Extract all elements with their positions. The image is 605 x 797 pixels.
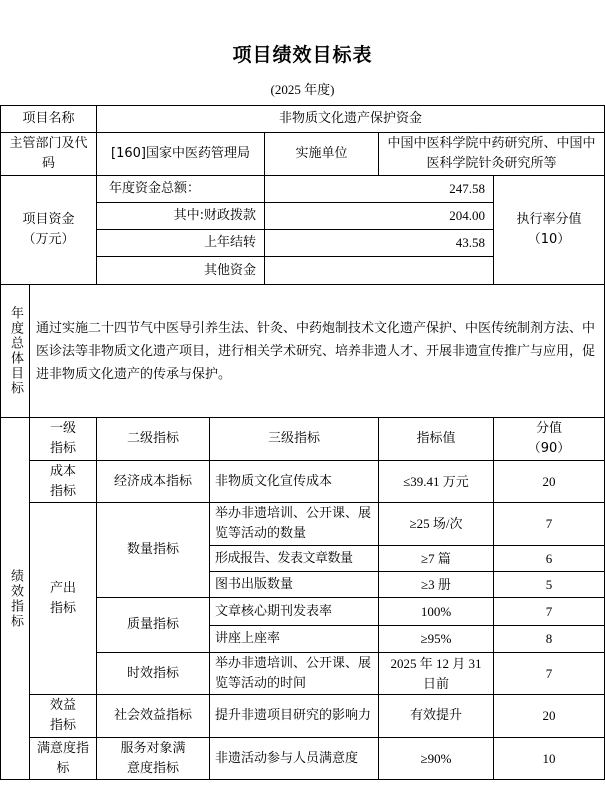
fund-row-value [264,256,494,285]
fund-row-label: 年度资金总额： [96,175,265,203]
level3-item: 非物质文化宣传成本 [209,460,379,503]
level3-item: 举办非遗培训、公开课、展览等活动的数量 [209,502,379,546]
indicator-score: 7 [493,597,605,626]
indicator-value: ≥25 场/次 [378,502,494,546]
level2-social-benefit: 社会效益指标 [96,694,210,738]
fund-row-value: 204.00 [264,202,494,230]
fund-row-label: 其中:财政拨款 [96,202,265,230]
fund-row-value: 247.58 [264,175,494,203]
project-name-value: 非物质文化遗产保护资金 [96,105,605,133]
indicator-score: 5 [493,571,605,598]
indicator-value: 2025 年 12 月 31 日前 [378,652,494,695]
level3-item: 文章核心期刊发表率 [209,597,379,626]
funds-label: 项目资金（万元） [0,175,97,285]
perf-label: 绩效指标 [0,417,30,780]
level3-item: 讲座上座率 [209,625,379,653]
indicator-score: 7 [493,652,605,695]
fund-row-label: 其他资金 [96,256,265,285]
level2-quantity: 数量指标 [96,502,210,598]
indicator-score: 7 [493,502,605,546]
exec-rate-label: 执行率分值（10） [493,175,605,285]
indicator-value: ≤39.41 万元 [378,460,494,503]
goal-text: 通过实施二十四节气中医导引养生法、针灸、中药炮制技术文化遗产保护、中医传统制剂方法、中医诊法等非物质文化遗产项目，进行相关学术研究、培养非遗人才、开展非遗宣传推广与应用，促进非物质文化遗产的传承与保护。 [29,284,605,418]
page-title: 项目绩效目标表 [232,44,373,66]
page-subtitle: (2025 年度) [270,82,335,97]
dept-label: 主管部门及代码 [0,132,97,176]
fund-row-label: 上年结转 [96,229,265,257]
level3-item: 提升非遗项目研究的影响力 [209,694,379,738]
indicator-value: ≥7 篇 [378,545,494,572]
indicator-score: 20 [493,694,605,738]
level2-quality: 质量指标 [96,597,210,653]
level3-item: 形成报告、发表文章数量 [209,545,379,572]
goal-label: 年度总体目标 [0,284,30,418]
header-level1: 一级指标 [29,417,97,461]
level1-benefit: 效益指标 [29,694,97,738]
indicator-score: 10 [493,737,605,780]
level2-economic-cost: 经济成本指标 [96,460,210,503]
indicator-value: ≥90% [378,737,494,780]
impl-value: 中国中医科学院中药研究所、中国中医科学院针灸研究所等 [378,132,605,176]
level2-service-satisfaction: 服务对象满意度指标 [96,737,210,780]
header-score: 分值（90） [493,417,605,461]
level3-item: 举办非遗培训、公开课、展览等活动的时间 [209,652,379,695]
indicator-value: 有效提升 [378,694,494,738]
indicator-score: 6 [493,545,605,572]
header-level2: 二级指标 [96,417,210,461]
level3-item: 非遗活动参与人员满意度 [209,737,379,780]
level3-item: 图书出版数量 [209,571,379,598]
impl-label: 实施单位 [264,132,379,176]
level1-satisfaction: 满意度指标 [29,737,97,780]
header-value: 指标值 [378,417,494,461]
indicator-score: 8 [493,625,605,653]
indicator-value: ≥95% [378,625,494,653]
indicator-value: 100% [378,597,494,626]
indicator-score: 20 [493,460,605,503]
level2-timeliness: 时效指标 [96,652,210,695]
header-level3: 三级指标 [209,417,379,461]
level1-output: 产出指标 [29,502,97,695]
fund-row-value: 43.58 [264,229,494,257]
dept-value: [160]国家中医药管理局 [96,132,265,176]
project-name-label: 项目名称 [0,105,97,133]
level1-cost: 成本指标 [29,460,97,503]
indicator-value: ≥3 册 [378,571,494,598]
